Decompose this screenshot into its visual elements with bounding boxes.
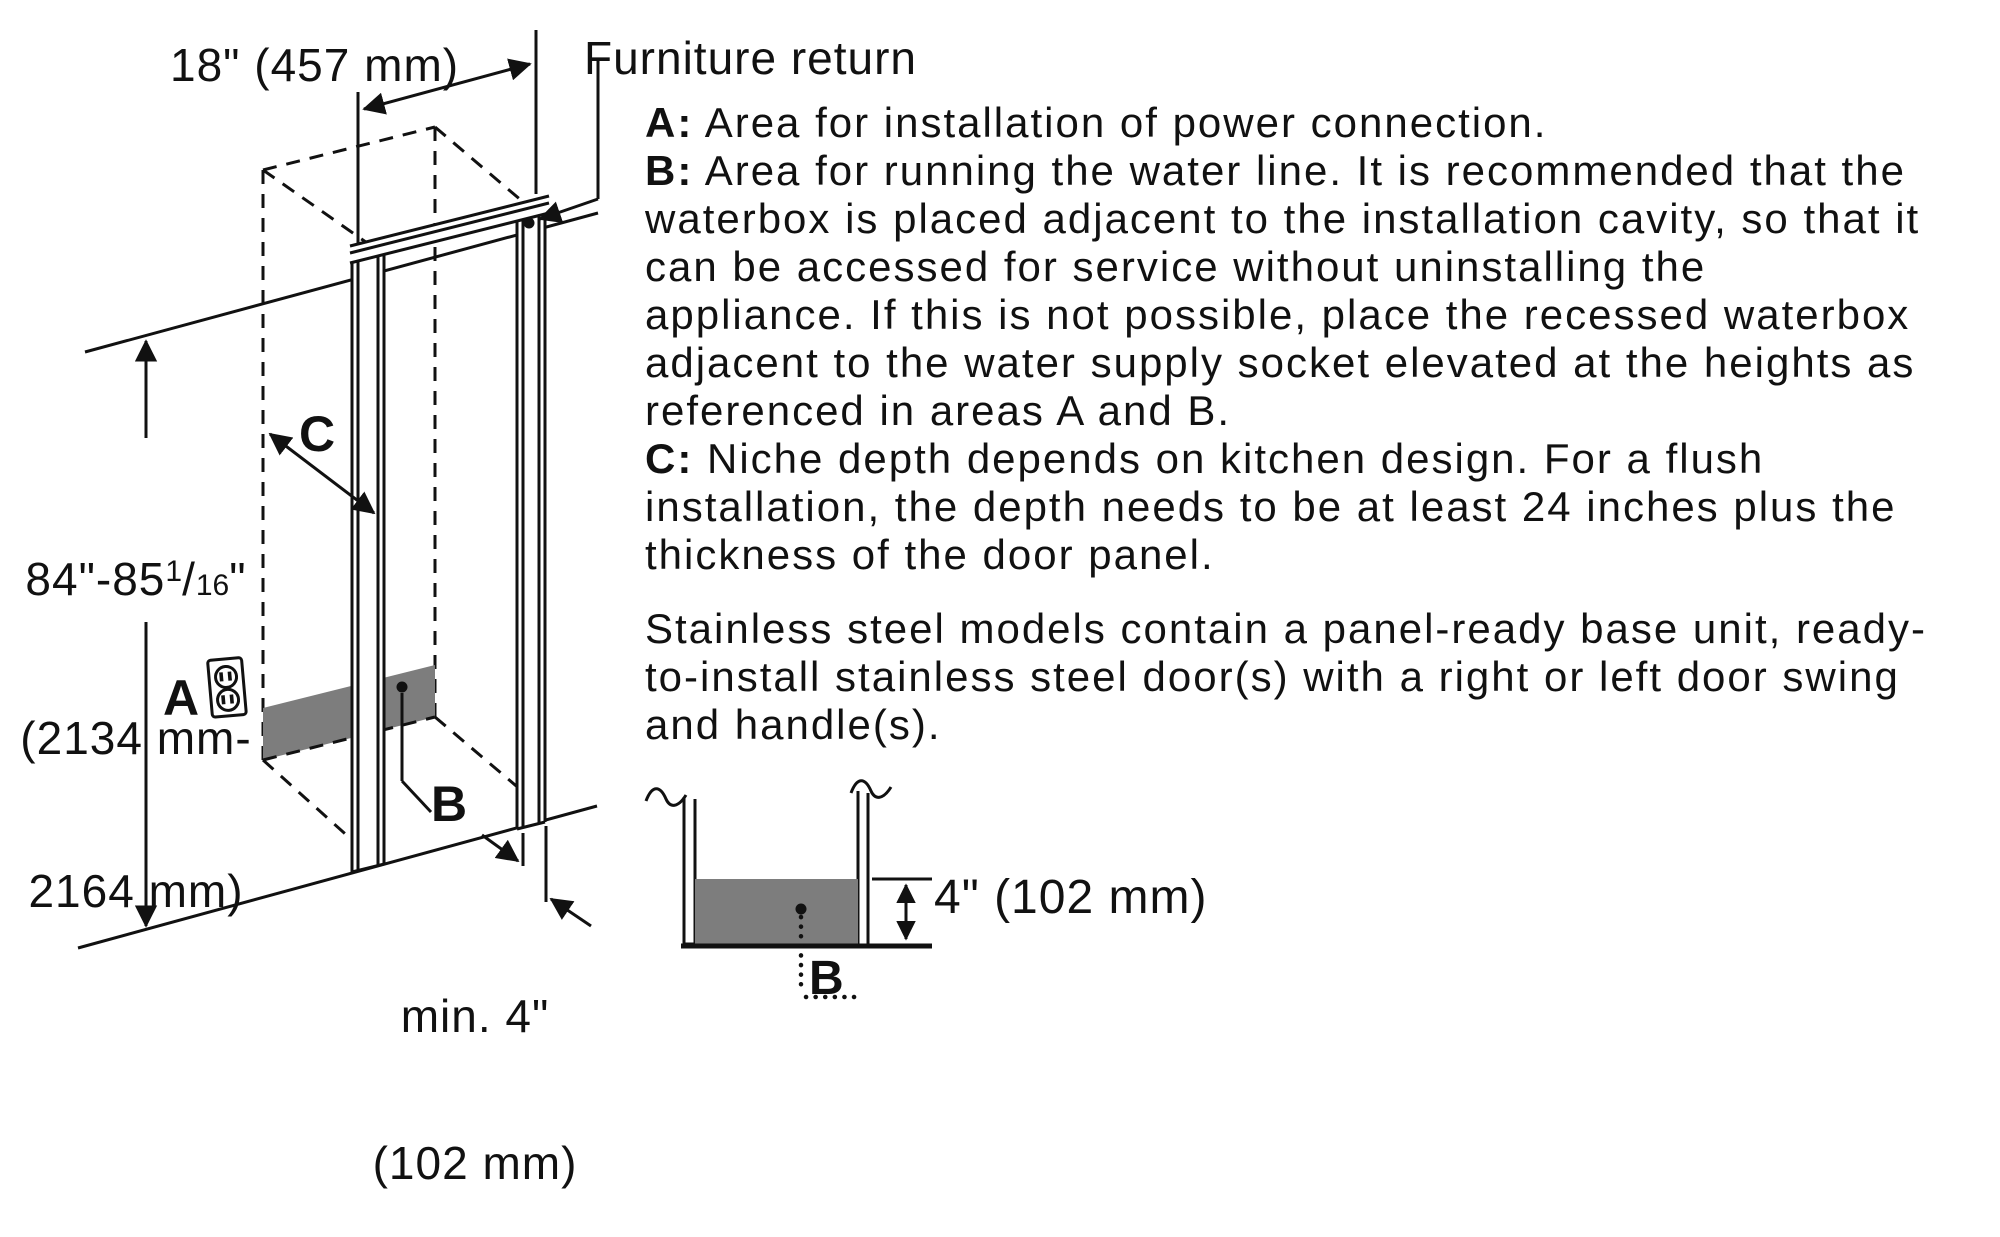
frame-left-post: [352, 241, 384, 872]
dimension-height-line2: (2134 mm-: [20, 712, 252, 764]
note-item-c-prefix: C:: [645, 435, 694, 482]
section-water-area-shading: [695, 879, 858, 944]
min-clearance-label: min. 4" (102 mm): [372, 990, 578, 1189]
area-label-a: A: [163, 670, 200, 726]
note-item-a: A: Area for installation of power connection.: [645, 99, 1548, 146]
area-label-c: C: [299, 406, 336, 462]
note-item-c: C: Niche depth depends on kitchen design. For a flush installation, the depth needs to be at least 24 inches plus the thickness of the door panel.: [645, 435, 1897, 578]
water-area-shading: [263, 665, 435, 760]
section-dimension-4in: [872, 879, 932, 939]
note-paragraph-stainless: Stainless steel models contain a panel-ready base unit, ready-to-install stainless steel door(s) with a right or left door swing and handle(s).: [645, 605, 1927, 748]
area-label-b: B: [431, 776, 468, 832]
fraction-denominator: 16: [195, 569, 230, 602]
section-dimension-label: 4" (102 mm): [934, 871, 1208, 924]
dimension-height-line3: 2164 mm): [28, 865, 244, 917]
fraction-numerator: 1: [165, 555, 183, 588]
section-left-wall: [646, 789, 695, 944]
frame-right-post: [517, 214, 545, 829]
note-item-b: B: Area for running the water line. It is recommended that the waterbox is placed adjacent to the installation cavity, so that it can be accessed for service without uninstalling the appliance. If this is not possible, place the recessed waterbox adjacent to the water supply socket elevated at the heights as referenced in areas A and B.: [645, 147, 1921, 434]
dimension-width-label: 18" (457 mm): [170, 39, 460, 91]
section-area-label-b: B: [809, 952, 844, 1005]
note-item-b-prefix: B:: [645, 147, 694, 194]
note-item-a-prefix: A:: [645, 99, 694, 146]
furniture-return-label: Furniture return: [584, 32, 918, 84]
dimension-height-label: [16, 444, 256, 968]
dimension-height-line1: $84"-85^1/16$": [25, 553, 247, 605]
installation-notes: [645, 99, 1930, 749]
